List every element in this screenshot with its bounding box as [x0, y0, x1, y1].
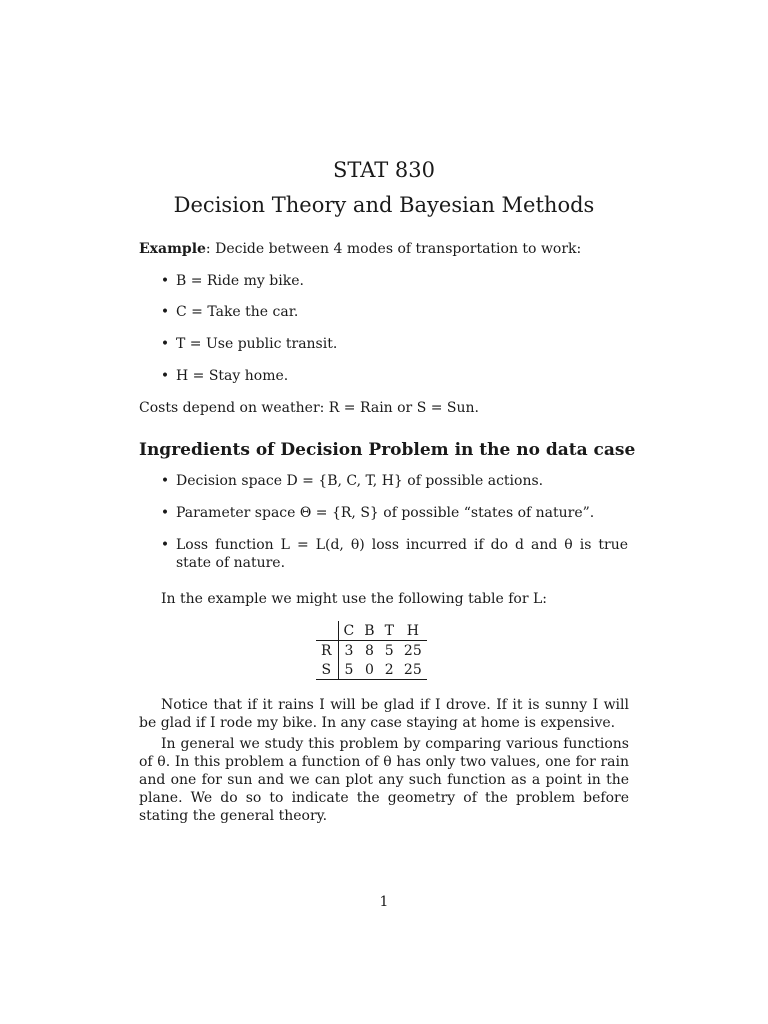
row-header: R — [316, 641, 338, 661]
corner-cell — [316, 621, 338, 641]
column-header: B — [364, 622, 375, 639]
table-intro: In the example we might use the following table for L: — [161, 591, 547, 607]
bullet-icon: • — [160, 336, 170, 352]
table-cell: 3 — [344, 642, 354, 659]
section-heading: Ingredients of Decision Problem in the no data case — [139, 440, 636, 460]
option-car: C = Take the car. — [176, 304, 299, 320]
column-header: H — [406, 622, 419, 639]
decision-space-item: Decision space D = {B, C, T, H} of possible actions. — [176, 473, 544, 489]
page-number: 1 — [379, 894, 389, 910]
costs-note: Costs depend on weather: R = Rain or S = Sun. — [139, 400, 479, 416]
loss-table — [316, 621, 427, 680]
table-cell: 8 — [364, 642, 374, 659]
course-title: STAT 830 — [332, 158, 436, 182]
example-text: : Decide between 4 modes of transportation to work: — [205, 241, 582, 257]
table-row — [316, 641, 427, 661]
table-cell: 5 — [384, 642, 394, 659]
loss-function-item: Loss function L = L(d, θ) loss incurred if do d and θ is true state of nature. — [176, 537, 628, 571]
column-header: T — [384, 622, 394, 639]
paragraph — [139, 696, 629, 732]
option-bike: B = Ride my bike. — [176, 273, 304, 289]
table-cell: 0 — [364, 661, 374, 678]
option-home: H = Stay home. — [176, 368, 289, 384]
example-label: Example — [139, 241, 206, 257]
bullet-icon: • — [160, 273, 170, 289]
table-cell: 5 — [344, 661, 354, 678]
bullet-icon: • — [160, 473, 170, 489]
table-cell: 25 — [403, 661, 422, 678]
paragraph — [139, 735, 629, 825]
document-title: Decision Theory and Bayesian Methods — [173, 193, 595, 217]
table-row — [316, 660, 427, 680]
paragraph-text: Notice that if it rains I will be glad if I drove. If it is sunny I will be glad if I rode my bike. In any case staying at home is expensive. — [139, 697, 629, 731]
paragraph-text: In general we study this problem by comparing various functions of θ. In this problem a function of θ has only two values, one for rain and one for sun and we can plot any such function as a point in the plane. We do so to indicate the geometry of the problem before stating the general theory. — [139, 736, 629, 824]
example-intro — [139, 240, 581, 258]
bullet-icon: • — [160, 537, 170, 553]
bullet-icon: • — [160, 368, 170, 384]
parameter-space-item: Parameter space Θ = {R, S} of possible “states of nature”. — [176, 505, 595, 521]
row-header: S — [316, 660, 338, 680]
option-transit: T = Use public transit. — [176, 336, 338, 352]
table-cell: 25 — [403, 642, 422, 659]
column-header: C — [343, 622, 355, 639]
bullet-icon: • — [160, 505, 170, 521]
table-cell: 2 — [384, 661, 394, 678]
table-header-row — [316, 621, 427, 641]
list-item — [160, 536, 628, 572]
bullet-icon: • — [160, 304, 170, 320]
